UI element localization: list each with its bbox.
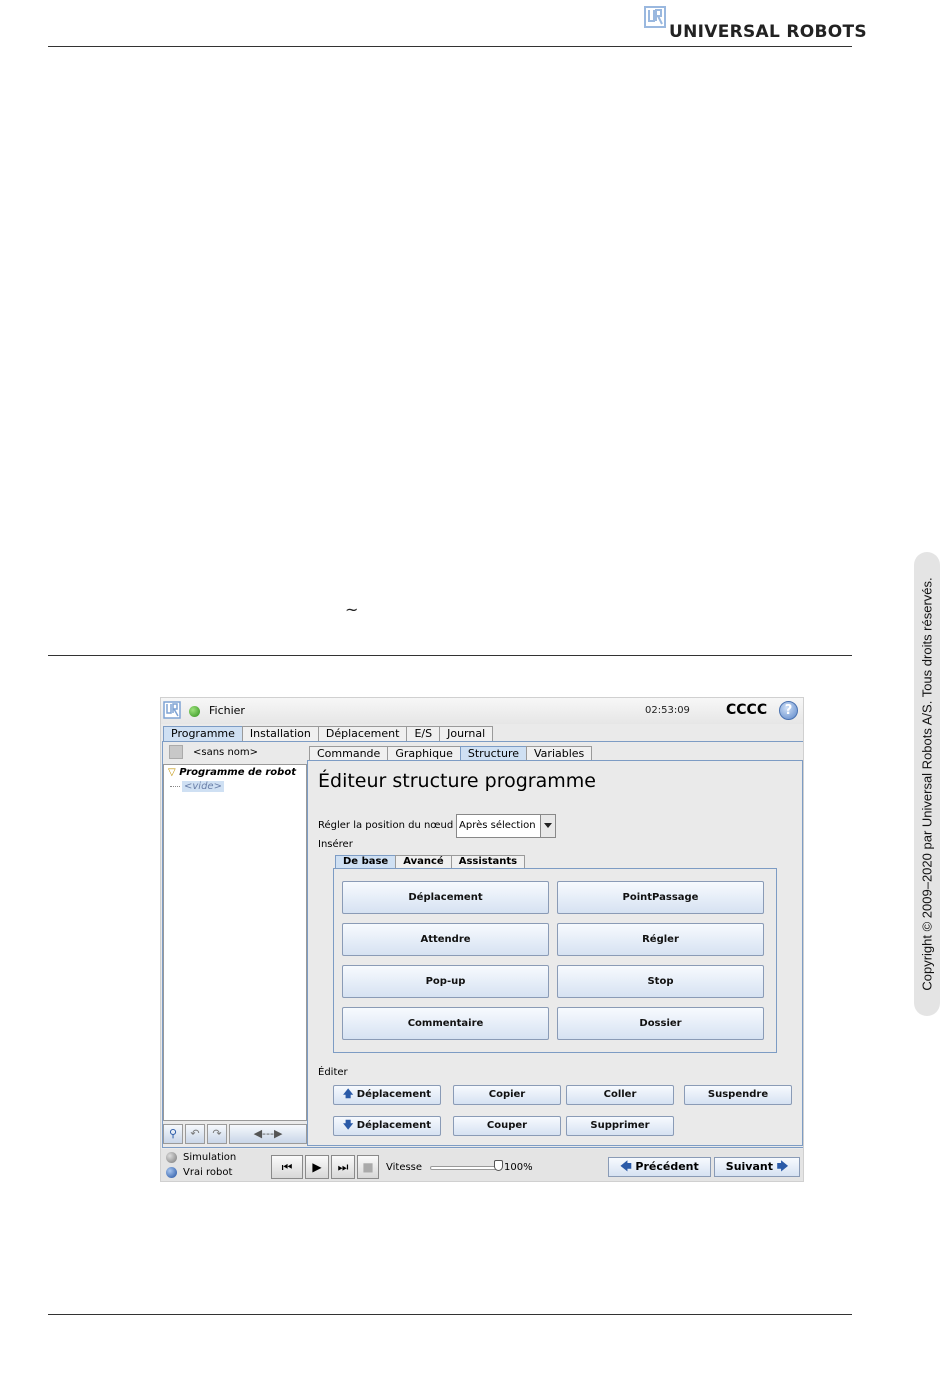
edit-label: Éditer [318, 1067, 348, 1078]
tab-graphique[interactable]: Graphique [387, 746, 461, 761]
insert-popup-button[interactable]: Pop-up [342, 965, 549, 998]
section-rule [48, 655, 852, 656]
previous-label: Précédent [635, 1160, 699, 1173]
move-up-button[interactable] [333, 1085, 441, 1105]
tree-root-label: Programme de robot [179, 767, 296, 778]
copyright-text: Copyright © 2009–2020 par Universal Robots A/S. Tous droits réservés. [919, 577, 935, 991]
chevron-down-icon[interactable] [540, 815, 555, 837]
clock: 02:53:09 [645, 705, 690, 716]
program-sub-tabs [309, 746, 591, 761]
arrow-right-icon: 🡆 [776, 1160, 789, 1173]
tab-programme[interactable]: Programme [163, 726, 243, 742]
tree-root-node[interactable] [168, 767, 296, 778]
stop-icon[interactable]: ■ [357, 1155, 379, 1179]
arrow-down-icon: 🡇 [343, 1120, 354, 1131]
move-up-label: Déplacement [356, 1089, 431, 1100]
simulation-radio[interactable] [166, 1152, 177, 1163]
step-icon[interactable]: ⏭ [331, 1155, 355, 1179]
insert-stop-button[interactable]: Stop [557, 965, 764, 998]
tilde-mark: ~ [345, 600, 359, 619]
tab-variables[interactable]: Variables [526, 746, 592, 761]
paste-button[interactable]: Coller [566, 1085, 674, 1105]
tab-installation[interactable]: Installation [242, 726, 319, 742]
tab-de-base[interactable]: De base [335, 855, 396, 869]
tab-journal[interactable]: Journal [439, 726, 493, 742]
next-button[interactable] [714, 1157, 800, 1177]
insert-wait-button[interactable]: Attendre [342, 923, 549, 956]
program-file-name: <sans nom> [193, 747, 259, 758]
previous-button[interactable] [608, 1157, 711, 1177]
undo-icon[interactable]: ↶ [185, 1124, 205, 1144]
play-icon[interactable]: ▶ [305, 1155, 329, 1179]
insert-folder-button[interactable]: Dossier [557, 1007, 764, 1040]
suspend-button[interactable]: Suspendre [684, 1085, 792, 1105]
program-tree [163, 764, 307, 1121]
delete-button[interactable]: Supprimer [566, 1116, 674, 1136]
tab-structure[interactable]: Structure [460, 746, 527, 761]
real-robot-label: Vrai robot [183, 1167, 233, 1178]
node-position-value: Après sélection [459, 820, 536, 831]
insert-label: Insérer [318, 839, 353, 850]
ur-logo-icon [644, 6, 666, 28]
help-icon[interactable]: ? [779, 701, 798, 720]
top-bar [161, 698, 804, 724]
speed-slider[interactable] [430, 1166, 500, 1170]
cut-button[interactable]: Couper [453, 1116, 561, 1136]
arrow-left-icon: 🡄 [620, 1160, 632, 1173]
copy-button[interactable]: Copier [453, 1085, 561, 1105]
save-icon[interactable] [169, 745, 183, 759]
header-rule [48, 46, 852, 47]
tree-toolbar [163, 1124, 307, 1144]
insert-tabs [335, 855, 524, 869]
next-label: Suivant [725, 1160, 773, 1173]
robot-name: CCCC [726, 702, 768, 718]
expand-triangle-icon[interactable]: ▽ [168, 767, 176, 778]
node-position-select[interactable] [456, 814, 556, 838]
speed-value: 100% [504, 1162, 533, 1173]
speed-label: Vitesse [386, 1162, 423, 1173]
status-bar [161, 1149, 804, 1182]
real-robot-radio[interactable] [166, 1167, 177, 1178]
move-node-button[interactable]: ◀---▶ [229, 1124, 307, 1144]
tab-commande[interactable]: Commande [309, 746, 388, 761]
file-menu[interactable]: Fichier [209, 704, 245, 717]
tab-assistants[interactable]: Assistants [451, 855, 525, 869]
node-position-label: Régler la position du nœud [318, 820, 454, 831]
copyright-tab [914, 552, 940, 1016]
redo-icon[interactable]: ↷ [207, 1124, 227, 1144]
arrow-up-icon: 🡅 [343, 1089, 354, 1100]
page-title: Éditeur structure programme [318, 770, 596, 792]
main-tabs [163, 726, 492, 742]
move-down-label: Déplacement [356, 1120, 431, 1131]
polyscope-screen [160, 697, 804, 1182]
tree-empty-node[interactable]: <vide> [184, 781, 222, 792]
insert-set-button[interactable]: Régler [557, 923, 764, 956]
insert-comment-button[interactable]: Commentaire [342, 1007, 549, 1040]
simulation-label: Simulation [183, 1152, 237, 1163]
ur-logo-icon [163, 701, 181, 719]
tab-avance[interactable]: Avancé [395, 855, 451, 869]
universal-robots-logo [644, 4, 867, 44]
search-icon[interactable]: ⚲ [163, 1124, 183, 1144]
rewind-icon[interactable]: ⏮ [271, 1155, 303, 1179]
footer-rule [48, 1314, 852, 1315]
brand-name: UNIVERSAL ROBOTS [669, 22, 867, 42]
move-down-button[interactable] [333, 1116, 441, 1136]
tab-es[interactable]: E/S [406, 726, 440, 742]
speed-slider-handle[interactable] [494, 1160, 503, 1171]
tree-connector [170, 786, 180, 787]
status-ok-icon [189, 706, 200, 717]
insert-move-button[interactable]: Déplacement [342, 881, 549, 914]
tab-deplacement[interactable]: Déplacement [318, 726, 408, 742]
insert-waypoint-button[interactable]: PointPassage [557, 881, 764, 914]
